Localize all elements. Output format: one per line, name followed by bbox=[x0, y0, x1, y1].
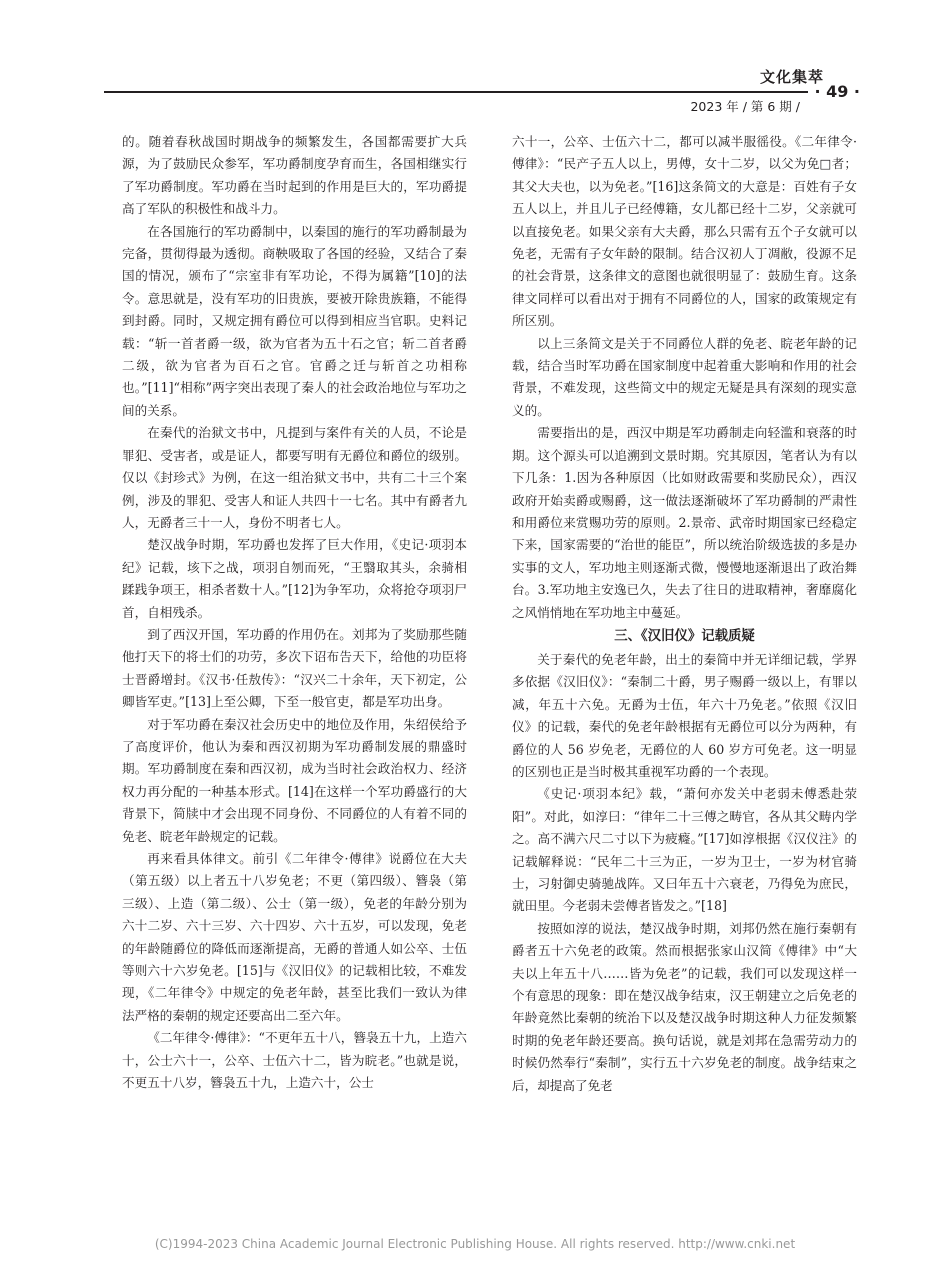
journal-title: 文化集萃 bbox=[759, 68, 824, 86]
paragraph: 到了西汉开国，军功爵的作用仍在。刘邦为了奖励那些随他打天下的将士们的功劳，多次下诏布告天下，给他的功臣将士晋爵增封。《汉书·任敖传》：“汉兴二十余年，天下初定，公卿皆军吏。”[13]上至公卿，下至一般官吏，都是军功出身。 bbox=[122, 626, 467, 710]
paragraph: 《二年律令·傅律》：“不更年五十八，簪袅五十九，上造六十，公士六十一，公卒、士伍六十二，皆为睆老。”也就是说，不更五十八岁，簪袅五十九，上造六十，公士 bbox=[122, 1030, 467, 1091]
paragraph: 六十一，公卒、士伍六十二，都可以减半服徭役。《二年律令·傅律》：“民产子五人以上，男傅，女十二岁，以父为免□者；其父大夫也，以为免老。”[16]这条简文的大意是：百姓有子女五人以上，并且儿子已经傅籍，女儿都已经十二岁，父亲就可以直接免老。如果父亲有大夫爵，那么只需有五个子女就可以免老，无需有子女年龄的限制。结合汉初人丁凋敝，役源不足的社会背景，这条律文的意图也就很明显了：鼓励生育。这条律文同样可以看出对于拥有不同爵位的人，国家的政策规定有所区别。 bbox=[512, 134, 857, 329]
page-number: · 49 · bbox=[814, 82, 860, 101]
right-column bbox=[512, 131, 857, 1097]
paragraph: 在秦代的治狱文书中，凡提到与案件有关的人员，不论是罪犯、受害者，或是证人，都要写明有无爵位和爵位的级别。仅以《封珍式》为例，在这一组治狱文书中，共有二十三个案例，涉及的罪犯、受害人和证人共四十一七名。其中有爵者九人，无爵者三十一人，身份不明者七人。 bbox=[122, 425, 467, 530]
paragraph: 《史记·项羽本纪》载，“萧何亦发关中老弱未傅悉赴荥阳”。对此，如淳曰：“律年二十三傅之畴官，各从其父畴内学之。高不满六尺二寸以下为疲癃。”[17]如淳根据《汉仪注》的记载解释说：“民年二十三为正，一岁为卫士，一岁为材官骑士，习射御史骑驰战阵。又曰年五十六衰老，乃得免为庶民，就田里。今老弱未尝傅者皆发之。”[18] bbox=[512, 786, 857, 914]
paragraph: 按照如淳的说法，楚汉战争时期，刘邦仍然在施行秦朝有爵者五十六免老的政策。然而根据张家山汉简《傅律》中“大夫以上年五十八……皆为免老”的记载，我们可以发现这样一个有意思的现象：即在楚汉战争结束，汉王朝建立之后免老的年龄竟然比秦朝的统治下以及楚汉战争时期这种人力征发频繁时期的免老年龄还要高。换句话说，就是刘邦在急需劳动力的时候仍然奉行“秦制”，实行五十六岁免老的制度。战争结束之后，却提高了免老 bbox=[512, 920, 857, 1093]
paragraph: 楚汉战争时期，军功爵也发挥了巨大作用，《史记·项羽本纪》记载，垓下之战，项羽自刎而死，“王翳取其头，余骑相蹂践争项王，相杀者数十人。”[12]为争军功，众将抢夺项羽尸首，自相残杀。 bbox=[122, 537, 467, 620]
section-heading: 三、《汉旧仪》记载质疑 bbox=[614, 628, 755, 644]
header-rule bbox=[104, 91, 808, 93]
page-header bbox=[0, 0, 950, 120]
issue-label: 2023 年 / 第 6 期 / bbox=[690, 99, 800, 114]
paragraph: 关于秦代的免老年龄，出土的秦简中并无详细记载，学界多依据《汉旧仪》：“秦制二十爵，男子赐爵一级以上，有罪以减，年五十六免。无爵为士伍，年六十乃免老。”依照《汉旧仪》的记载，秦代的免老年龄根据有无爵位可以分为两种，有爵位的人 56 岁免老，无爵位的人 60 岁方可免老。这一明显的区别也正是当时极其重视军功爵的一个表现。 bbox=[512, 651, 857, 779]
left-column bbox=[122, 131, 467, 1094]
paragraph: 的。随着春秋战国时期战争的频繁发生，各国都需要扩大兵源，为了鼓励民众参军，军功爵制度孕育而生，各国相继实行了军功爵制度。军功爵在当时起到的作用是巨大的，军功爵提高了军队的积极性和战斗力。 bbox=[122, 134, 467, 217]
paragraph: 对于军功爵在秦汉社会历史中的地位及作用，朱绍侯给予了高度评价，他认为秦和西汉初期为军功爵制发展的鼎盛时期。军功爵制度在秦和西汉初，成为当时社会政治权力、经济权力再分配的一种基本形式。[14]在这样一个军功爵盛行的大背景下，简牍中才会出现不同身份、不同爵位的人有着不同的免老、睆老年龄规定的记载。 bbox=[122, 716, 467, 844]
paragraph: 以上三条简文是关于不同爵位人群的免老、睆老年龄的记载，结合当时军功爵在国家制度中起着重大影响和作用的社会背景，不难发现，这些简文中的规定无疑是具有深刻的现实意义的。 bbox=[512, 335, 857, 418]
paragraph: 再来看具体律文。前引《二年律令·傅律》说爵位在大夫（第五级）以上者五十八岁免老；不更（第四级）、簪袅（第三级）、上造（第二级）、公士（第一级），免老的年龄分别为六十二岁、六十三岁、六十四岁、六十五岁，可以发现，免老的年龄随爵位的降低而逐渐提高，无爵的普通人如公卒、士伍等则六十六岁免老。[15]与《汉旧仪》的记载相比较，不难发现，《二年律令》中规定的免老年龄，甚至比我们一致认为律法严格的秦朝的规定还要高出二至六年。 bbox=[122, 851, 467, 1023]
paragraph: 需要指出的是，西汉中期是军功爵制走向轻滥和衰落的时期。这个源头可以追溯到文景时期。究其原因，笔者认为有以下几条：1.因为各种原因（比如财政需要和奖励民众），西汉政府开始卖爵或赐爵，这一做法逐渐破坏了军功爵制的严肃性和用爵位来赏赐功劳的原则。2.景帝、武帝时期国家已经稳定下来，国家需要的“治世的能臣”，所以统治阶级选拔的多是办实事的文人，军功地主则逐渐式微，慢慢地逐渐退出了政治舞台。3.军功地主安逸已久，失去了往日的进取精神，奢靡腐化之风悄悄地在军功地主中蔓延。 bbox=[512, 425, 857, 620]
copyright-footer: (C)1994-2023 China Academic Journal Electronic Publishing House. All rights reserved. http://www.cnki.net bbox=[154, 1237, 796, 1251]
paragraph: 在各国施行的军功爵制中，以秦国的施行的军功爵制最为完备，贯彻得最为透彻。商鞅吸取了各国的经验，又结合了秦国的情况，颁布了“宗室非有军功论，不得为属籍”[10]的法令。意思就是，没有军功的旧贵族，要被开除贵族籍，不能得到封爵。同时，又规定拥有爵位可以得到相应当官职。史料记载：“斩一首者爵一级，欲为官者为五十石之官；斩二首者爵二级，欲为官者为百石之官。官爵之迁与斩首之功相称也。”[11]“相称”两字突出表现了秦人的社会政治地位与军功之间的关系。 bbox=[122, 223, 467, 418]
